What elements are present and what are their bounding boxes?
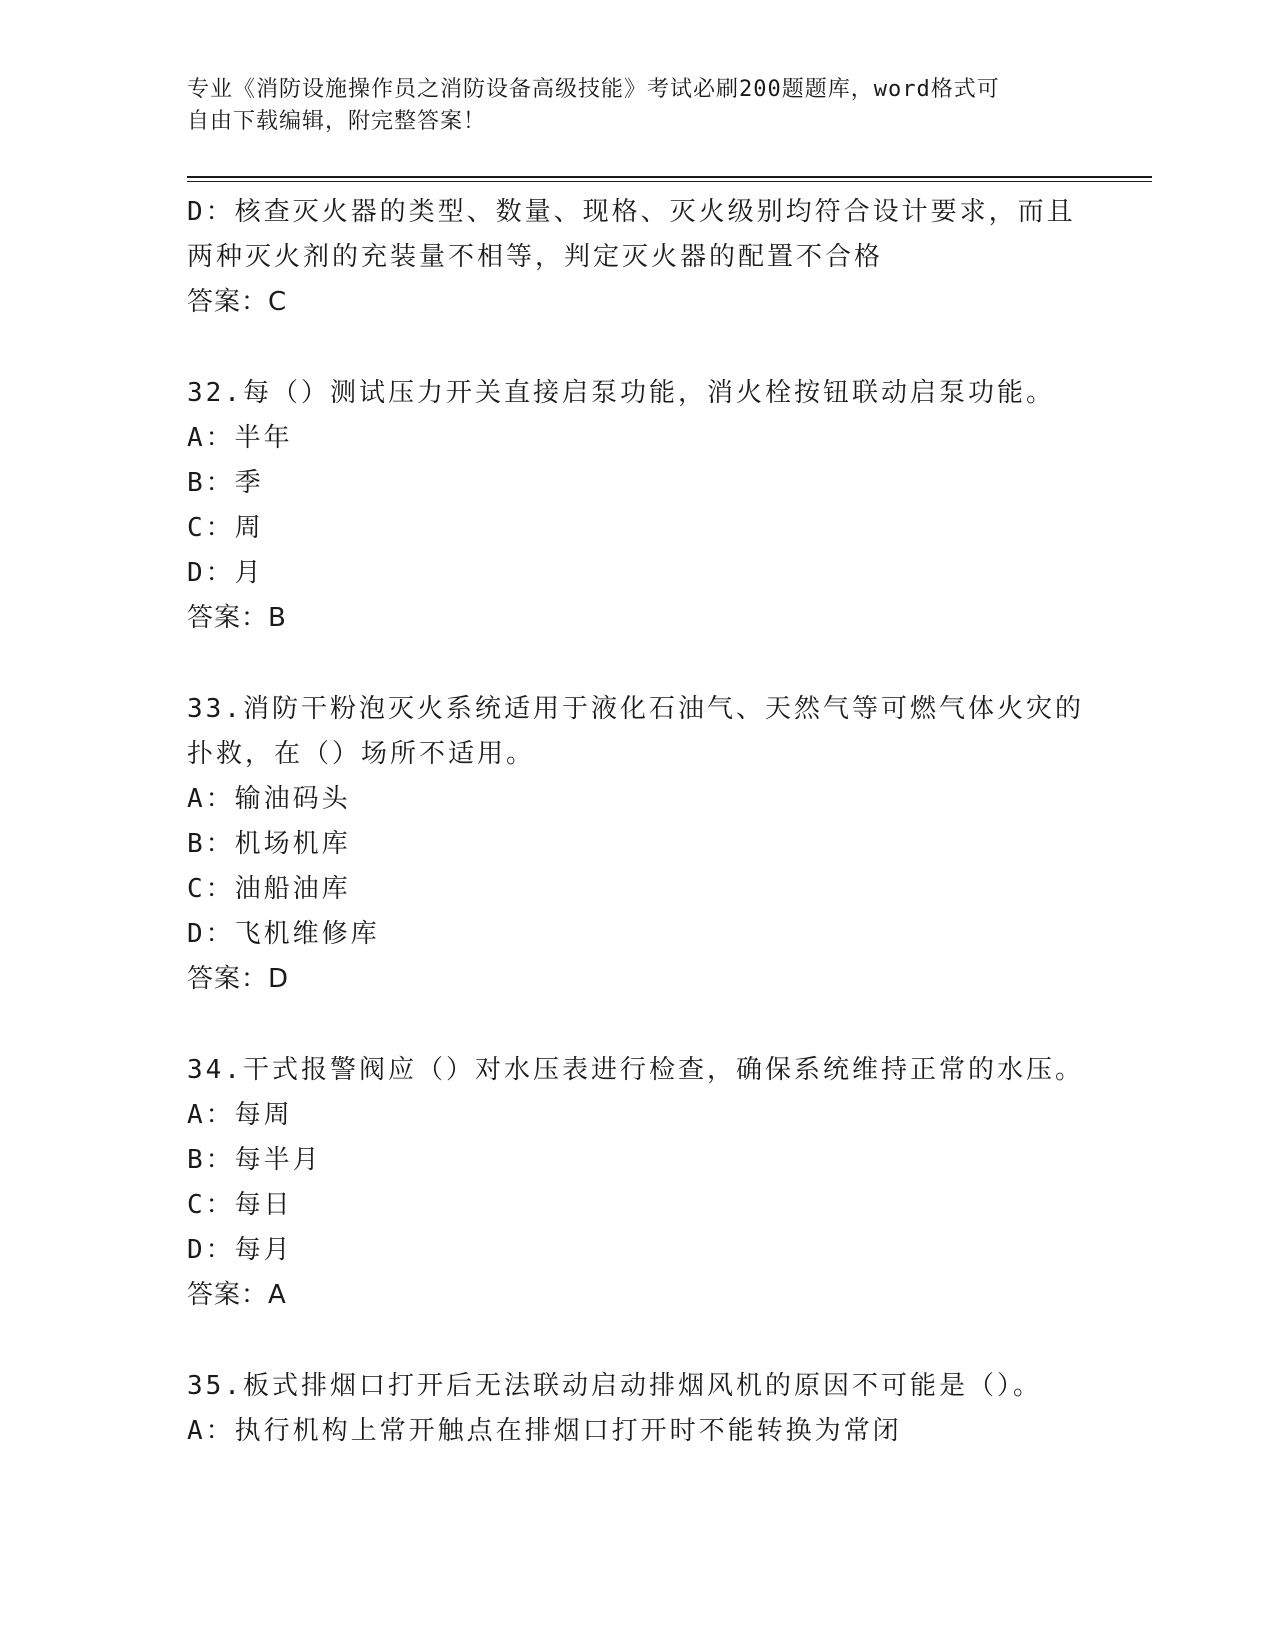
option-a: A：每周 xyxy=(187,1100,293,1130)
header-line-1: 专业《消防设施操作员之消防设备高级技能》考试必刷200题题库，word格式可 xyxy=(187,77,1000,102)
document-header xyxy=(187,74,1077,138)
option-d: D：飞机维修库 xyxy=(187,919,380,949)
option-a: A：执行机构上常开触点在排烟口打开时不能转换为常闭 xyxy=(187,1416,902,1446)
question-block-35 xyxy=(187,1364,1077,1454)
option-c: C：周 xyxy=(187,513,264,543)
option-b: B：每半月 xyxy=(187,1145,322,1175)
header-line-2: 自由下载编辑，附完整答案！ xyxy=(187,109,487,134)
answer-label: 答案：B xyxy=(187,603,287,633)
option-d: D：月 xyxy=(187,558,264,588)
answer-label: 答案：C xyxy=(187,287,288,317)
block-spacer xyxy=(187,641,1077,687)
answer-label: 答案：D xyxy=(187,964,290,994)
question-list xyxy=(187,190,1084,1454)
answer-label: 答案：A xyxy=(187,1280,287,1310)
option-d: D：每月 xyxy=(187,1235,293,1265)
header-divider-thin xyxy=(187,181,1152,182)
question-text: 32.每（）测试压力开关直接启泵功能，消火栓按钮联动启泵功能。 xyxy=(187,378,1055,408)
question-block-31 xyxy=(187,190,1077,325)
question-block-32 xyxy=(187,371,1077,641)
option-a: A：半年 xyxy=(187,423,293,453)
option-c: C：每日 xyxy=(187,1190,293,1220)
option-b: B：季 xyxy=(187,468,264,498)
block-spacer xyxy=(187,325,1077,371)
block-spacer xyxy=(187,1318,1077,1364)
option-c: C：油船油库 xyxy=(187,874,351,904)
question-text: 34.干式报警阀应（）对水压表进行检查，确保系统维持正常的水压。 xyxy=(187,1055,1084,1085)
option-b: B：机场机库 xyxy=(187,829,351,859)
header-divider-thick xyxy=(187,176,1152,178)
question-text-line-1: 33.消防干粉泡灭火系统适用于液化石油气、天然气等可燃气体火灾的 xyxy=(187,694,1084,724)
question-block-34 xyxy=(187,1048,1084,1318)
block-spacer xyxy=(187,1002,1077,1048)
option-a: A：输油码头 xyxy=(187,784,351,814)
question-text: 35.板式排烟口打开后无法联动启动排烟风机的原因不可能是（）。 xyxy=(187,1371,1042,1401)
option-d-line-2: 两种灭火剂的充装量不相等，判定灭火器的配置不合格 xyxy=(187,242,884,272)
question-text-line-2: 扑救，在（）场所不适用。 xyxy=(187,739,536,769)
question-block-33 xyxy=(187,687,1084,1002)
option-d-line-1: D：核查灭火器的类型、数量、现格、灭火级别均符合设计要求，而且 xyxy=(187,197,1076,227)
